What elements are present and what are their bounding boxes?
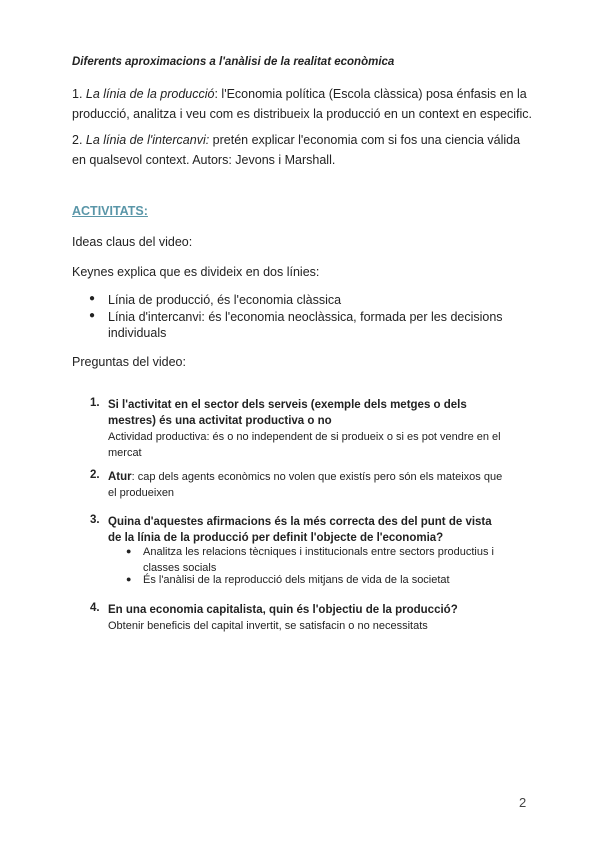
key-ideas-label: Ideas claus del video:	[72, 235, 193, 249]
video-questions-label: Preguntas del video:	[72, 355, 186, 369]
question-3-text: Quina d'aquestes afirmacions és la més correcta des del punt de vista de la línia de la producció per definit l'objecte de l'economia?	[108, 516, 492, 544]
bullet-item: Línia de producció, és l'economia clàssica	[108, 293, 342, 307]
item-number: 2.	[72, 133, 86, 147]
page-number: 2	[519, 795, 527, 810]
question-1	[108, 397, 508, 461]
bullet-icon: ●	[126, 574, 132, 584]
question-4-text: En una economia capitalista, quin és l'objectiu de la producció?	[108, 604, 458, 616]
question-4	[108, 602, 508, 634]
question-3-option: Analitza les relacions tècniques i institucionals entre sectors productius i classes socials	[143, 546, 494, 574]
term-production-line: La línia de la producció	[85, 87, 215, 101]
question-number: 1.	[90, 397, 100, 409]
question-number: 4.	[90, 602, 100, 614]
question-4-answer: Obtenir beneficis del capital invertit, se satisfacin o no necessitats	[108, 620, 428, 632]
bullet-icon: ●	[126, 546, 132, 556]
term-exchange-line: La línia de l'intercanvi:	[85, 133, 210, 147]
question-1-answer: Actividad productiva: és o no independent de si produeix o si es pot vendre en el mercat	[108, 431, 501, 459]
question-number: 3.	[90, 514, 100, 526]
document-title: Diferents aproximacions a l'anàlisi de la realitat econòmica	[72, 56, 395, 68]
item-number: 1.	[72, 87, 86, 101]
exchange-line-text: pretén explicar l'economia com si fos una ciencia válida en qualsevol context. Autors: Jevons i Marshall.	[72, 133, 521, 167]
question-3	[108, 514, 508, 546]
bullet-item: Línia d'intercanvi: és l'economia neoclàssica, formada per les decisions individuals	[108, 310, 503, 340]
bullet-icon: ●	[89, 293, 96, 304]
activitats-heading: ACTIVITATS:	[72, 204, 148, 218]
bullet-icon: ●	[89, 310, 96, 321]
paragraph-exchange-line	[72, 130, 532, 170]
question-1-text: Si l'activitat en el sector dels serveis (exemple dels metges o dels mestres) és una activitat productiva o no	[108, 399, 467, 427]
question-2-text: : cap dels agents econòmics no volen que existís pero són els mateixos que el produeixen	[108, 471, 503, 499]
question-2	[108, 469, 508, 501]
question-number: 2.	[90, 469, 100, 481]
question-2-term: Atur	[108, 471, 132, 483]
paragraph-production-line	[72, 84, 532, 124]
keynes-text: Keynes explica que es divideix en dos línies:	[72, 265, 320, 279]
question-3-option: És l'anàlisi de la reproducció dels mitjans de vida de la societat	[143, 574, 450, 586]
production-line-text: : l'Economia política (Escola clàssica) posa énfasis en la producció, analitza i veu com es distribueix la producció en un context en especific.	[72, 87, 532, 121]
